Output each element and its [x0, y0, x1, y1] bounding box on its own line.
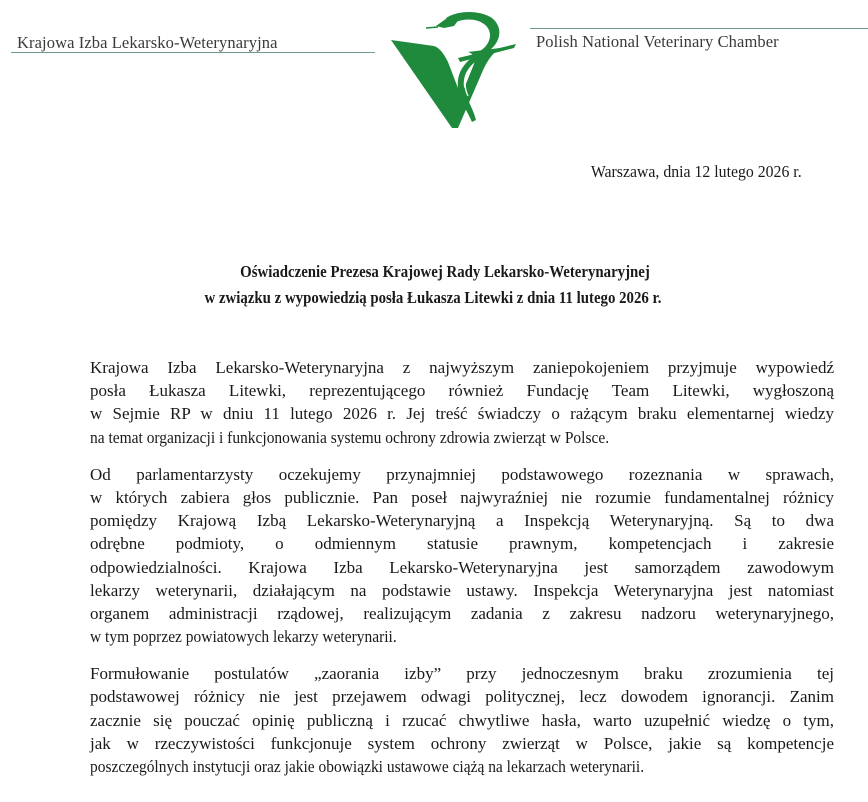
letterhead-rule-left — [11, 52, 375, 53]
paragraph-line: posła Łukasza Litewki, reprezentującego również Fundację Team Litewki, wygłoszoną — [90, 381, 834, 401]
paragraph-line: pomiędzy Krajową Izbą Lekarsko-Weterynaryjną a Inspekcją Weterynaryjną. Są to dwa — [90, 511, 834, 531]
veterinary-v-serpent-logo-icon — [388, 8, 523, 130]
paragraph-line: w tym poprzez powiatowych lekarzy weterynarii. — [90, 627, 397, 647]
paragraph-3 — [90, 662, 834, 778]
paragraph-line: odpowiedzialności. Krajowa Izba Lekarsko-Weterynaryjna jest samorządem zawodowym — [90, 557, 834, 577]
document-title — [0, 259, 868, 311]
title-line-1: Oświadczenie Prezesa Krajowej Rady Lekarsko-Weterynaryjnej — [240, 262, 650, 281]
paragraph-line: poszczególnych instytucji oraz jakie obowiązki ustawowe ciążą na lekarzach weterynarii. — [90, 757, 645, 777]
paragraph-1 — [90, 356, 834, 449]
title-line-2: w związku z wypowiedzią posła Łukasza Litewki z dnia 11 lutego 2026 r. — [204, 288, 662, 307]
paragraph-line: w których zabiera głos publicznie. Pan poseł najwyraźniej nie rozumie fundamentalnej różnicy — [90, 487, 834, 507]
paragraph-line: Od parlamentarzysty oczekujemy przynajmniej podstawowego rozeznania w sprawach, — [90, 464, 834, 484]
paragraph-line: Krajowa Izba Lekarsko-Weterynaryjna z najwyższym zaniepokojeniem przyjmuje wypowiedź — [90, 358, 834, 377]
paragraph-line: Formułowanie postulatów „zaorania izby” przy jednoczesnym braku zrozumienia tej — [90, 664, 834, 684]
paragraph-line: lekarzy weterynarii, działającym na podstawie ustawy. Inspekcja Weterynaryjna jest natomiast — [90, 580, 834, 600]
paragraph-line: zacznie się pouczać opinię publiczną i rzucać chwytliwe hasła, warto uzupełnić wiedzę o tym, — [90, 710, 834, 730]
organization-name-polish: Krajowa Izba Lekarsko-Weterynaryjna — [17, 33, 278, 52]
letterhead-rule-right — [530, 28, 868, 29]
paragraph-line: odrębne podmioty, o odmiennym statusie prawnym, kompetencjach i zakresie — [90, 534, 834, 554]
paragraph-line: organem administracji rządowej, realizującym zadania z zakresu nadzoru weterynaryjnego, — [90, 603, 834, 623]
paragraph-line: podstawowej różnicy nie jest przejawem odwagi politycznej, lecz dowodem ignorancji. Zanim — [90, 687, 834, 707]
paragraph-line: jak w rzeczywistości funkcjonuje system ochrony zwierząt w Polsce, jakie są kompetencje — [90, 733, 834, 753]
date-line: Warszawa, dnia 12 lutego 2026 r. — [591, 162, 802, 181]
paragraph-2 — [90, 463, 834, 649]
paragraph-line: w Sejmie RP w dniu 11 lutego 2026 r. Jej treść świadczy o rażącym braku elementarnej wiedzy — [90, 404, 834, 424]
document-body — [90, 356, 834, 792]
organization-name-english: Polish National Veterinary Chamber — [536, 32, 779, 51]
paragraph-line: na temat organizacji i funkcjonowania systemu ochrony zdrowia zwierząt w Polsce. — [90, 427, 610, 447]
